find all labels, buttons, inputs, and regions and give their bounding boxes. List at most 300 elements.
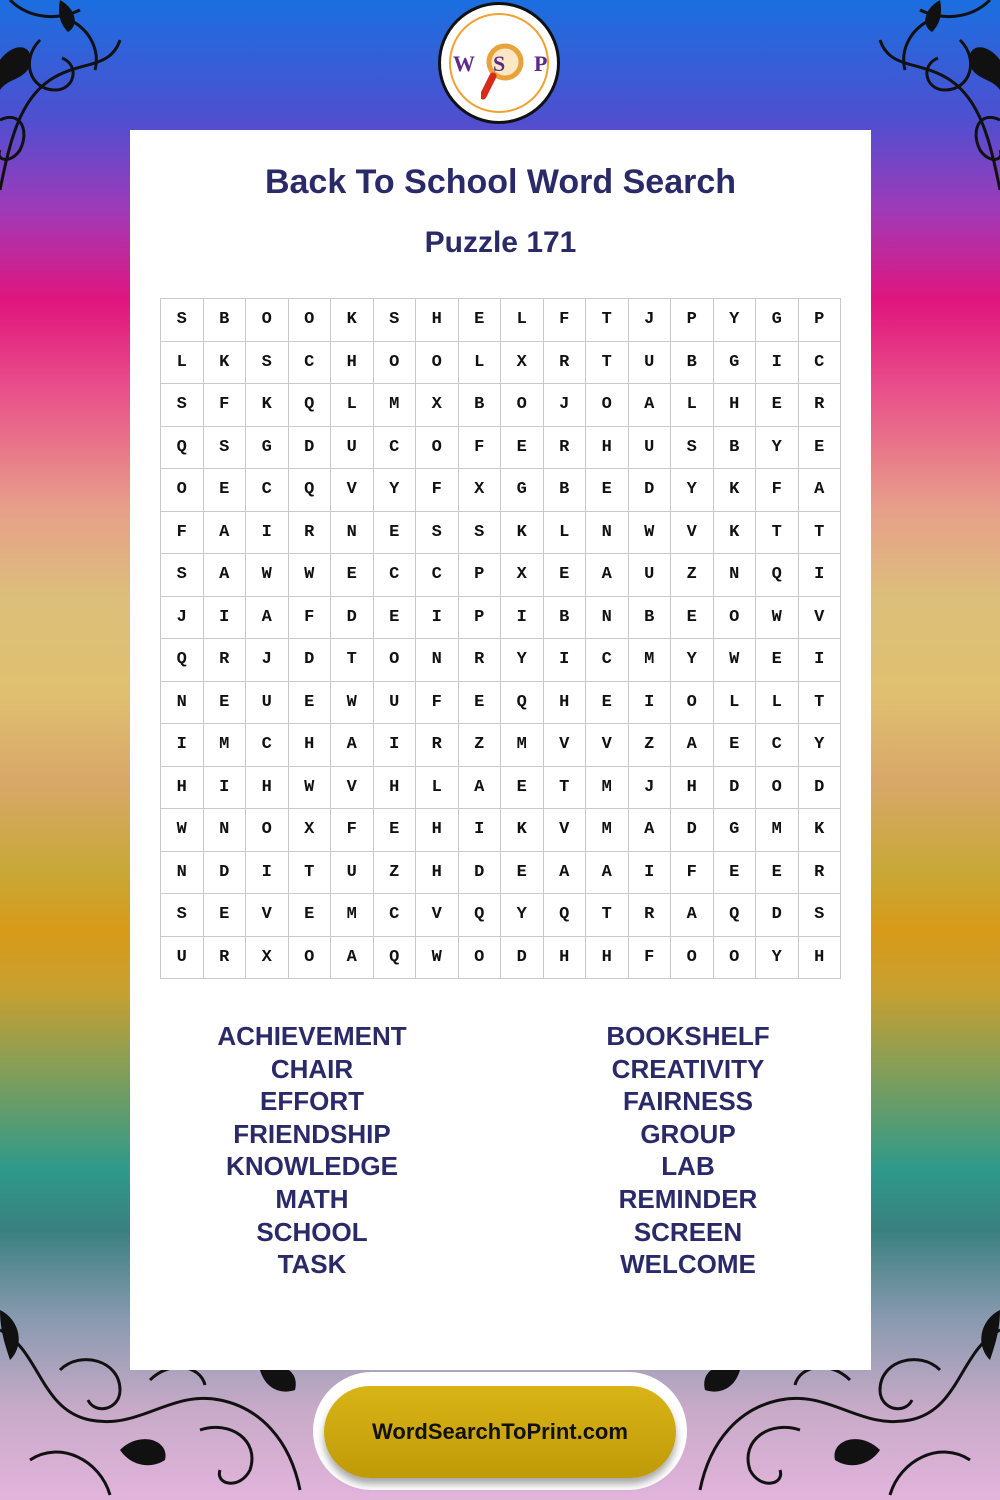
grid-cell[interactable]: M: [756, 809, 799, 852]
grid-cell[interactable]: C: [798, 341, 841, 384]
corner-ornament-top-left: [0, 0, 130, 200]
grid-cell[interactable]: C: [246, 724, 289, 767]
footer-site-label: WordSearchToPrint.com: [372, 1419, 628, 1444]
grid-cell[interactable]: L: [756, 681, 799, 724]
grid-cell[interactable]: V: [331, 469, 374, 512]
grid-cell[interactable]: V: [586, 724, 629, 767]
grid-cell[interactable]: Z: [671, 554, 714, 597]
grid-cell[interactable]: X: [288, 809, 331, 852]
grid-cell[interactable]: N: [161, 681, 204, 724]
grid-cell[interactable]: N: [586, 511, 629, 554]
grid-cell[interactable]: A: [458, 766, 501, 809]
grid-cell[interactable]: P: [798, 299, 841, 342]
grid-cell[interactable]: Q: [288, 469, 331, 512]
logo-letter-s: S: [493, 51, 506, 76]
grid-row: [161, 766, 841, 809]
grid-row: [161, 809, 841, 852]
grid-cell[interactable]: D: [203, 851, 246, 894]
grid-cell[interactable]: H: [416, 809, 459, 852]
grid-cell[interactable]: S: [373, 299, 416, 342]
grid-cell[interactable]: X: [501, 554, 544, 597]
grid-cell[interactable]: H: [416, 299, 459, 342]
word-list-item: FAIRNESS: [622, 1086, 754, 1117]
grid-cell[interactable]: I: [203, 766, 246, 809]
grid-cell[interactable]: T: [756, 511, 799, 554]
grid-cell[interactable]: I: [373, 724, 416, 767]
grid-cell[interactable]: B: [628, 596, 671, 639]
grid-cell[interactable]: N: [331, 511, 374, 554]
word-list-item: GROUP: [640, 1118, 736, 1149]
grid-cell[interactable]: H: [246, 766, 289, 809]
grid-cell[interactable]: K: [246, 384, 289, 427]
grid-cell[interactable]: R: [628, 894, 671, 937]
grid-cell[interactable]: T: [586, 341, 629, 384]
grid-cell[interactable]: I: [501, 596, 544, 639]
grid-cell[interactable]: Y: [671, 639, 714, 682]
logo-letter-w: W: [453, 51, 475, 76]
grid-row: [161, 426, 841, 469]
grid-cell[interactable]: I: [628, 851, 671, 894]
grid-cell[interactable]: Y: [671, 469, 714, 512]
grid-cell[interactable]: J: [161, 596, 204, 639]
word-list-item: CHAIR: [270, 1053, 354, 1084]
grid-cell[interactable]: G: [501, 469, 544, 512]
grid-cell[interactable]: Q: [373, 936, 416, 979]
grid-cell[interactable]: Y: [501, 639, 544, 682]
grid-row: [161, 299, 841, 342]
word-list-item: SCREEN: [633, 1216, 743, 1247]
grid-cell[interactable]: V: [543, 809, 586, 852]
grid-cell[interactable]: C: [416, 554, 459, 597]
grid-cell[interactable]: E: [501, 426, 544, 469]
grid-cell[interactable]: F: [288, 596, 331, 639]
grid-cell[interactable]: V: [246, 894, 289, 937]
grid-cell[interactable]: H: [586, 426, 629, 469]
grid-cell[interactable]: I: [756, 341, 799, 384]
grid-cell[interactable]: R: [543, 341, 586, 384]
word-list-item: WELCOME: [620, 1249, 756, 1280]
grid-row: [161, 894, 841, 937]
grid-cell[interactable]: M: [373, 384, 416, 427]
grid-cell[interactable]: A: [203, 554, 246, 597]
grid-cell[interactable]: J: [628, 766, 671, 809]
grid-cell[interactable]: P: [458, 554, 501, 597]
grid-cell[interactable]: E: [373, 809, 416, 852]
grid-cell[interactable]: N: [416, 639, 459, 682]
grid-cell[interactable]: O: [756, 766, 799, 809]
grid-cell[interactable]: W: [713, 639, 756, 682]
grid-row: [161, 681, 841, 724]
grid-cell[interactable]: H: [161, 766, 204, 809]
grid-cell[interactable]: R: [798, 384, 841, 427]
grid-cell[interactable]: L: [331, 384, 374, 427]
grid-cell[interactable]: Y: [756, 426, 799, 469]
grid-cell[interactable]: B: [543, 596, 586, 639]
corner-ornament-top-right: [870, 0, 1000, 200]
grid-cell[interactable]: V: [416, 894, 459, 937]
grid-cell[interactable]: W: [628, 511, 671, 554]
grid-cell[interactable]: I: [798, 554, 841, 597]
grid-cell[interactable]: Z: [458, 724, 501, 767]
grid-cell[interactable]: O: [288, 299, 331, 342]
grid-row: [161, 936, 841, 979]
grid-cell[interactable]: O: [713, 936, 756, 979]
grid-cell[interactable]: W: [161, 809, 204, 852]
grid-cell[interactable]: K: [501, 511, 544, 554]
grid-cell[interactable]: E: [501, 851, 544, 894]
grid-cell[interactable]: B: [543, 469, 586, 512]
grid-cell[interactable]: R: [458, 639, 501, 682]
grid-cell[interactable]: C: [246, 469, 289, 512]
grid-cell[interactable]: A: [203, 511, 246, 554]
grid-cell[interactable]: E: [373, 596, 416, 639]
grid-cell[interactable]: T: [543, 766, 586, 809]
grid-cell[interactable]: C: [373, 426, 416, 469]
grid-cell[interactable]: U: [246, 681, 289, 724]
grid-cell[interactable]: G: [713, 341, 756, 384]
grid-cell[interactable]: V: [671, 511, 714, 554]
grid-cell[interactable]: S: [161, 554, 204, 597]
grid-cell[interactable]: R: [203, 936, 246, 979]
grid-cell[interactable]: S: [161, 299, 204, 342]
grid-cell[interactable]: A: [671, 894, 714, 937]
grid-cell[interactable]: S: [671, 426, 714, 469]
grid-cell[interactable]: O: [713, 596, 756, 639]
grid-cell[interactable]: O: [671, 936, 714, 979]
grid-cell[interactable]: F: [756, 469, 799, 512]
grid-cell[interactable]: M: [628, 639, 671, 682]
grid-cell[interactable]: F: [458, 426, 501, 469]
grid-cell[interactable]: C: [373, 554, 416, 597]
grid-cell[interactable]: R: [203, 639, 246, 682]
grid-cell[interactable]: E: [756, 851, 799, 894]
grid-cell[interactable]: Y: [798, 724, 841, 767]
grid-cell[interactable]: Q: [543, 894, 586, 937]
grid-cell[interactable]: Y: [713, 299, 756, 342]
grid-cell[interactable]: N: [161, 851, 204, 894]
grid-cell[interactable]: A: [586, 554, 629, 597]
grid-cell[interactable]: E: [203, 681, 246, 724]
grid-cell[interactable]: H: [373, 766, 416, 809]
grid-cell[interactable]: I: [246, 851, 289, 894]
grid-cell[interactable]: Q: [161, 426, 204, 469]
grid-cell[interactable]: E: [331, 554, 374, 597]
grid-cell[interactable]: X: [246, 936, 289, 979]
grid-cell[interactable]: K: [713, 469, 756, 512]
grid-cell[interactable]: U: [628, 341, 671, 384]
grid-cell[interactable]: I: [798, 639, 841, 682]
grid-cell[interactable]: F: [331, 809, 374, 852]
word-list-item: MATH: [275, 1183, 349, 1214]
grid-cell[interactable]: A: [331, 724, 374, 767]
word-list-right: [528, 1020, 848, 1281]
grid-cell[interactable]: U: [331, 426, 374, 469]
grid-cell[interactable]: M: [586, 766, 629, 809]
grid-cell[interactable]: H: [671, 766, 714, 809]
grid-cell[interactable]: L: [543, 511, 586, 554]
grid-cell[interactable]: Q: [501, 681, 544, 724]
word-list-left: [152, 1020, 472, 1281]
grid-cell[interactable]: D: [501, 936, 544, 979]
grid-cell[interactable]: T: [798, 681, 841, 724]
word-list-item: EFFORT: [260, 1086, 364, 1117]
grid-cell[interactable]: O: [501, 384, 544, 427]
grid-cell[interactable]: C: [586, 639, 629, 682]
grid-cell[interactable]: E: [798, 426, 841, 469]
grid-cell[interactable]: M: [331, 894, 374, 937]
grid-cell[interactable]: Q: [458, 894, 501, 937]
grid-cell[interactable]: B: [203, 299, 246, 342]
logo-letter-p: P: [534, 51, 548, 76]
grid-row: [161, 554, 841, 597]
grid-cell[interactable]: V: [543, 724, 586, 767]
grid-cell[interactable]: R: [288, 511, 331, 554]
grid-cell[interactable]: O: [416, 341, 459, 384]
grid-cell[interactable]: I: [458, 809, 501, 852]
grid-cell[interactable]: D: [798, 766, 841, 809]
grid-cell[interactable]: Z: [628, 724, 671, 767]
grid-cell[interactable]: V: [798, 596, 841, 639]
grid-cell[interactable]: F: [203, 384, 246, 427]
grid-cell[interactable]: U: [628, 554, 671, 597]
grid-cell[interactable]: P: [671, 299, 714, 342]
grid-cell[interactable]: B: [713, 426, 756, 469]
grid-cell[interactable]: K: [798, 809, 841, 852]
word-list-item: FRIENDSHIP: [233, 1118, 391, 1149]
grid-cell[interactable]: Y: [373, 469, 416, 512]
grid-cell[interactable]: H: [586, 936, 629, 979]
grid-cell[interactable]: G: [756, 299, 799, 342]
grid-cell[interactable]: O: [288, 936, 331, 979]
grid-cell[interactable]: R: [543, 426, 586, 469]
word-list-item: SCHOOL: [256, 1216, 368, 1247]
grid-cell[interactable]: W: [288, 554, 331, 597]
grid-cell[interactable]: E: [586, 469, 629, 512]
grid-cell[interactable]: A: [798, 469, 841, 512]
word-list-item: ACHIEVEMENT: [217, 1021, 407, 1051]
word-list-item: KNOWLEDGE: [226, 1151, 398, 1182]
grid-cell[interactable]: S: [161, 384, 204, 427]
grid-cell[interactable]: Z: [373, 851, 416, 894]
grid-cell[interactable]: G: [713, 809, 756, 852]
grid-cell[interactable]: Y: [756, 936, 799, 979]
grid-cell[interactable]: Y: [501, 894, 544, 937]
grid-cell[interactable]: W: [246, 554, 289, 597]
grid-cell[interactable]: E: [203, 469, 246, 512]
letter-grid: [160, 298, 841, 979]
grid-cell[interactable]: I: [543, 639, 586, 682]
grid-cell[interactable]: I: [246, 511, 289, 554]
grid-cell[interactable]: W: [331, 681, 374, 724]
grid-cell[interactable]: H: [543, 681, 586, 724]
grid-cell[interactable]: J: [628, 299, 671, 342]
grid-cell[interactable]: T: [586, 894, 629, 937]
grid-cell[interactable]: F: [416, 469, 459, 512]
grid-cell[interactable]: O: [416, 426, 459, 469]
grid-cell[interactable]: L: [161, 341, 204, 384]
grid-cell[interactable]: E: [288, 681, 331, 724]
grid-cell[interactable]: D: [288, 639, 331, 682]
grid-cell[interactable]: T: [331, 639, 374, 682]
grid-cell[interactable]: E: [713, 724, 756, 767]
grid-cell[interactable]: D: [756, 894, 799, 937]
grid-cell[interactable]: N: [586, 596, 629, 639]
grid-cell[interactable]: T: [288, 851, 331, 894]
grid-cell[interactable]: B: [671, 341, 714, 384]
grid-cell[interactable]: E: [713, 851, 756, 894]
grid-row: [161, 511, 841, 554]
grid-cell[interactable]: F: [416, 681, 459, 724]
grid-cell[interactable]: E: [586, 681, 629, 724]
footer-site-button[interactable]: [324, 1386, 676, 1478]
grid-cell[interactable]: A: [331, 936, 374, 979]
grid-row: [161, 384, 841, 427]
grid-cell[interactable]: D: [458, 851, 501, 894]
grid-cell[interactable]: O: [458, 936, 501, 979]
grid-cell[interactable]: F: [161, 511, 204, 554]
grid-cell[interactable]: E: [543, 554, 586, 597]
grid-cell[interactable]: E: [756, 639, 799, 682]
puzzle-card: [130, 130, 871, 1370]
grid-cell[interactable]: X: [458, 469, 501, 512]
grid-cell[interactable]: P: [458, 596, 501, 639]
grid-cell[interactable]: H: [798, 936, 841, 979]
grid-cell[interactable]: L: [713, 681, 756, 724]
grid-cell[interactable]: S: [246, 341, 289, 384]
grid-cell[interactable]: H: [288, 724, 331, 767]
grid-cell[interactable]: D: [331, 596, 374, 639]
puzzle-number: Puzzle 171: [424, 226, 577, 259]
grid-cell[interactable]: M: [203, 724, 246, 767]
grid-cell[interactable]: U: [331, 851, 374, 894]
grid-cell[interactable]: K: [331, 299, 374, 342]
grid-cell[interactable]: L: [416, 766, 459, 809]
grid-cell[interactable]: K: [203, 341, 246, 384]
grid-cell[interactable]: C: [373, 894, 416, 937]
grid-cell[interactable]: Q: [756, 554, 799, 597]
grid-cell[interactable]: C: [288, 341, 331, 384]
grid-cell[interactable]: A: [671, 724, 714, 767]
grid-cell[interactable]: S: [161, 894, 204, 937]
grid-cell[interactable]: U: [628, 426, 671, 469]
grid-cell[interactable]: R: [416, 724, 459, 767]
grid-cell[interactable]: U: [373, 681, 416, 724]
grid-cell[interactable]: D: [288, 426, 331, 469]
grid-cell[interactable]: J: [543, 384, 586, 427]
grid-cell[interactable]: M: [586, 809, 629, 852]
grid-cell[interactable]: S: [798, 894, 841, 937]
grid-cell[interactable]: E: [203, 894, 246, 937]
grid-cell[interactable]: D: [628, 469, 671, 512]
grid-cell[interactable]: O: [246, 809, 289, 852]
grid-cell[interactable]: W: [288, 766, 331, 809]
grid-cell[interactable]: I: [416, 596, 459, 639]
word-list-item: LAB: [661, 1151, 715, 1182]
grid-row: [161, 596, 841, 639]
grid-cell[interactable]: L: [671, 384, 714, 427]
word-list-item: CREATIVITY: [611, 1053, 765, 1084]
grid-cell[interactable]: K: [501, 809, 544, 852]
grid-cell[interactable]: X: [416, 384, 459, 427]
grid-cell[interactable]: F: [671, 851, 714, 894]
grid-row: [161, 851, 841, 894]
word-list-item: REMINDER: [618, 1183, 758, 1214]
magnifier-icon: [481, 40, 531, 100]
grid-cell[interactable]: C: [756, 724, 799, 767]
grid-cell[interactable]: L: [501, 299, 544, 342]
grid-cell[interactable]: U: [161, 936, 204, 979]
page-title: Back To School Word Search: [264, 163, 737, 201]
grid-cell[interactable]: T: [798, 511, 841, 554]
grid-cell[interactable]: S: [203, 426, 246, 469]
grid-cell[interactable]: A: [628, 384, 671, 427]
grid-row: [161, 469, 841, 512]
grid-cell[interactable]: O: [246, 299, 289, 342]
grid-cell[interactable]: R: [798, 851, 841, 894]
grid-cell[interactable]: O: [373, 341, 416, 384]
grid-cell[interactable]: O: [161, 469, 204, 512]
grid-cell[interactable]: J: [246, 639, 289, 682]
grid-cell[interactable]: E: [756, 384, 799, 427]
grid-cell[interactable]: E: [458, 299, 501, 342]
grid-cell[interactable]: E: [458, 681, 501, 724]
grid-cell[interactable]: H: [543, 936, 586, 979]
grid-cell[interactable]: S: [416, 511, 459, 554]
grid-cell[interactable]: G: [246, 426, 289, 469]
word-list-item: BOOKSHELF: [606, 1021, 770, 1051]
grid-cell[interactable]: A: [586, 851, 629, 894]
grid-cell[interactable]: W: [756, 596, 799, 639]
grid-cell[interactable]: I: [628, 681, 671, 724]
grid-cell[interactable]: O: [586, 384, 629, 427]
grid-cell[interactable]: Q: [713, 894, 756, 937]
grid-cell[interactable]: W: [416, 936, 459, 979]
grid-cell[interactable]: M: [501, 724, 544, 767]
grid-cell[interactable]: E: [671, 596, 714, 639]
grid-cell[interactable]: O: [671, 681, 714, 724]
grid-cell[interactable]: X: [501, 341, 544, 384]
grid-cell[interactable]: I: [203, 596, 246, 639]
grid-cell[interactable]: I: [161, 724, 204, 767]
grid-cell[interactable]: D: [713, 766, 756, 809]
grid-cell[interactable]: O: [373, 639, 416, 682]
grid-cell[interactable]: H: [713, 384, 756, 427]
grid-cell[interactable]: H: [331, 341, 374, 384]
grid-cell[interactable]: D: [671, 809, 714, 852]
grid-cell[interactable]: B: [458, 384, 501, 427]
grid-cell[interactable]: A: [543, 851, 586, 894]
grid-cell[interactable]: V: [331, 766, 374, 809]
grid-cell[interactable]: E: [501, 766, 544, 809]
grid-cell[interactable]: T: [586, 299, 629, 342]
grid-cell[interactable]: L: [458, 341, 501, 384]
grid-cell[interactable]: A: [246, 596, 289, 639]
grid-cell[interactable]: F: [543, 299, 586, 342]
grid-cell[interactable]: F: [628, 936, 671, 979]
grid-cell[interactable]: E: [373, 511, 416, 554]
grid-cell[interactable]: E: [288, 894, 331, 937]
grid-cell[interactable]: Q: [161, 639, 204, 682]
grid-cell[interactable]: K: [713, 511, 756, 554]
grid-cell[interactable]: Q: [288, 384, 331, 427]
grid-cell[interactable]: N: [203, 809, 246, 852]
wsp-logo[interactable]: [438, 2, 560, 124]
grid-cell[interactable]: N: [713, 554, 756, 597]
grid-cell[interactable]: A: [628, 809, 671, 852]
grid-cell[interactable]: S: [458, 511, 501, 554]
grid-row: [161, 639, 841, 682]
grid-cell[interactable]: H: [416, 851, 459, 894]
